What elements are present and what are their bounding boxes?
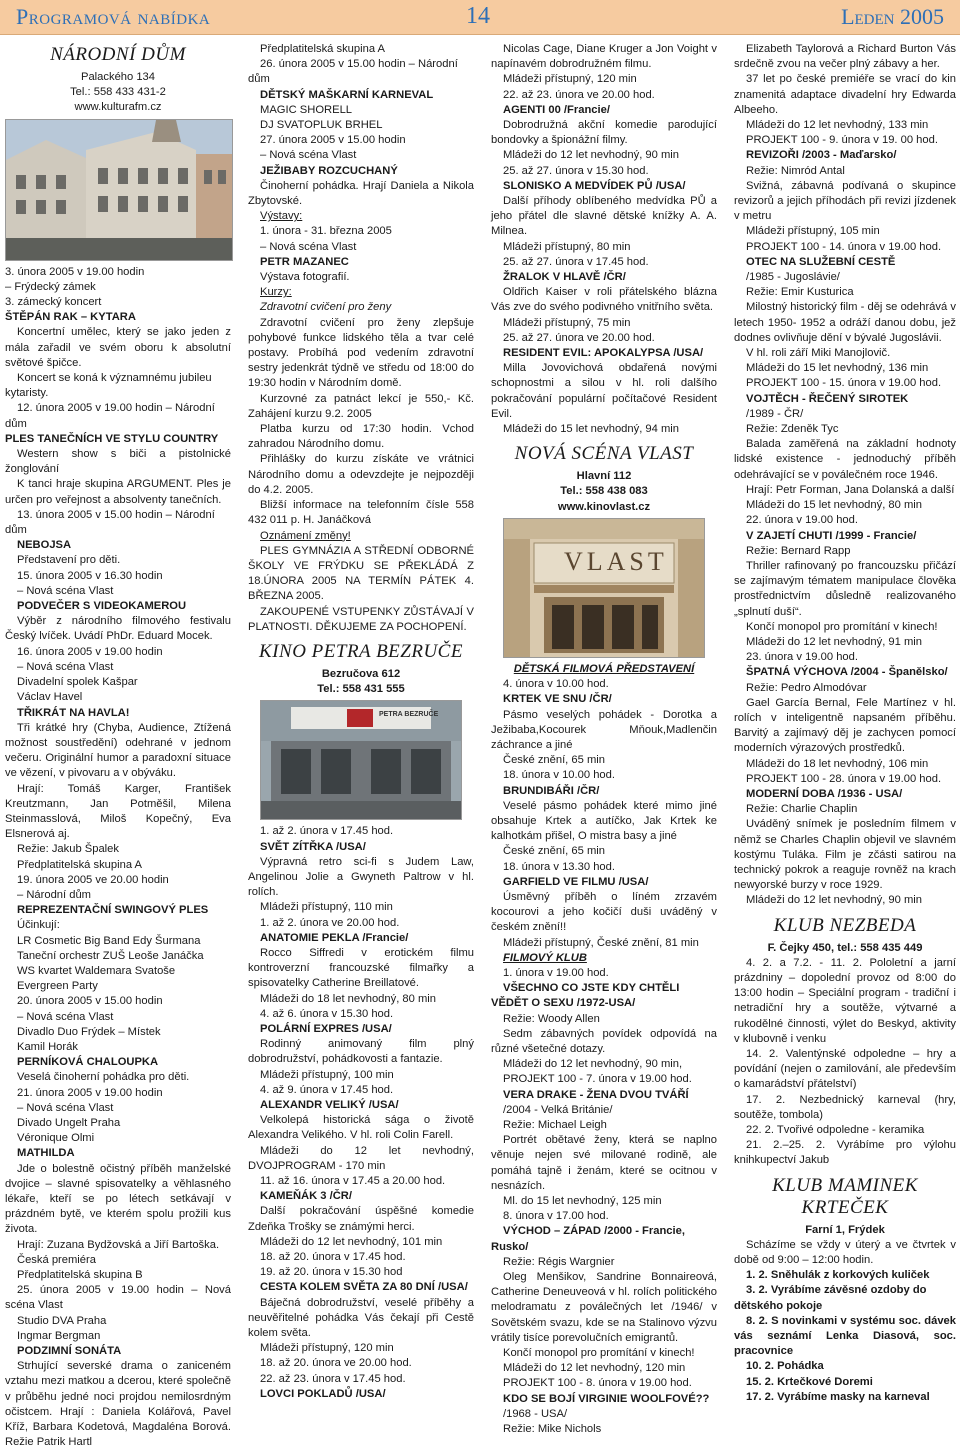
event-author: Véronique Olmi [17, 1132, 95, 1145]
film-director: Režie: Michael Leigh [503, 1118, 607, 1131]
film-description: Dobrodružná akční komedie parodující bondovky a špionážní filmy. [491, 119, 717, 147]
event-title: PODVEČER S VIDEOKAMEROU [17, 600, 187, 613]
event-title: PERNÍKOVÁ CHALOUPKA [17, 1056, 159, 1069]
film-note: Končí monopol pro promítání v kinech! [503, 1347, 695, 1360]
section-title: Programová nabídka [16, 4, 211, 29]
event-title: 3. zámecký koncert [5, 296, 102, 309]
event-description: Tři krátké hry (Chyba, Audience, Ztížená možnost soustředění) odehrané v jednom večeru. Originální humor a paradoxní situace ve vězení, v pivovaru a v obýváku. [5, 721, 231, 780]
venue-tel: Tel.: 558 431 555 [317, 683, 405, 696]
film-description: Svižná, zábavná podívaná o skupince revizorů a jejich příhodách při revizi jízdenek v metru [734, 179, 956, 223]
event-date: 27. února 2005 v 15.00 hodin [260, 134, 406, 147]
film-title: SVĚT ZÍTŘKA /USA/ [260, 840, 366, 853]
event-title: ŠTĚPÁN RAK – KYTARA [5, 311, 136, 324]
event-description: Veselá činoherní pohádka pro děti. [17, 1071, 190, 1084]
event-description: Western show s biči a pistolnické žonglování [5, 448, 231, 476]
event-date: 16. února 2005 v 19.00 hodin [17, 645, 163, 658]
film-description: Milostný historický film - děj se odehrává v letech 1950- 1952 a odráží danou dobu, jež dodnes ovlivňuje dění v bývalé Jugoslávii. [734, 301, 956, 344]
film-director: Režie: Régis Wargnier [503, 1255, 615, 1268]
film-rating: Mládeži přístupný, České znění, 81 min [503, 936, 699, 949]
event-description: Koncert se koná k významnému jubileu kytaristy. [5, 372, 212, 400]
narodni-dum-photo [5, 119, 233, 261]
film-rating: Mládeži do 18 let nevhodný, 80 min [260, 992, 437, 1005]
event-subscription: Předplatitelská skupina A [260, 43, 386, 55]
column-3 [491, 42, 717, 1436]
film-title: REVIZOŘI /2003 - Maďarsko/ [746, 149, 897, 162]
film-description: Thriller rafinovaný po francouzsku přičází se zajímavým tématem manipulace člověka prostřednictvím důsledně realizovaného „splnutí duší“. [734, 559, 956, 618]
film-title: VŠECHNO CO JSTE KDY CHTĚLI VĚDĚT O SEXU /1972-USA/ [491, 982, 680, 1010]
film-description: Rodinný animovaný film plný dobrodružství, pohádkovosti a fantazie. [248, 1038, 474, 1066]
film-title: V ZAJETÍ CHUTI /1999 - Francie/ [746, 529, 917, 542]
venue-address: Palackého 134 [80, 71, 156, 83]
film-rating: Mládeži přístupný, 120 min [260, 1342, 394, 1355]
event-date: 19. února 2005 ve 20.00 hodin [17, 873, 169, 886]
film-rating: Mládeži přístupný, 110 min [260, 901, 393, 914]
film-date: 18. až 20. února v 17.45 hod. [260, 1251, 406, 1264]
film-date: 22. až 23. února ve 20.00 hod. [503, 88, 655, 101]
film-date: PROJEKT 100 - 28. února v 19.00 hod. [746, 772, 942, 785]
event-date: 21. února 2005 v 19.00 hodin [17, 1086, 163, 1099]
course-description: Zdravotní cvičení pro ženy zlepšuje pohybové funkce lidského těla a tvar celé postavy. Probíhá pod vedením zdravotní sestry jedenkrát týdně ve středu od 18:00 do 19:30 hodin v Národním domě. [248, 316, 474, 390]
film-director: Režie: Emir Kusturica [746, 286, 854, 299]
film-description: Portrét obětavé ženy, která se naplno věnuje nejen své milované rodině, ale pomáhá tajně i ženám, které se ocitnou v nesnázích. [491, 1134, 717, 1192]
venue-web: www.kulturafm.cz [74, 101, 162, 114]
event-company: Studio DVA Praha [17, 1314, 107, 1327]
film-title: ALEXANDR VELIKÝ /USA/ [260, 1098, 399, 1111]
venue-address: F. Čejky 450, tel.: 558 435 449 [767, 941, 923, 954]
film-title: OTEC NA SLUŽEBNÍ CESTĚ [746, 255, 896, 268]
club-event: 3. 2. Vyrábíme závěsné ozdoby do dětského pokoje [734, 1284, 927, 1312]
venue-address: Bezručova 612 [321, 667, 401, 680]
club-event: 17. 2. Vyrábíme masky na karneval [746, 1390, 930, 1403]
event-title: TŘIKRÁT NA HAVLA! [17, 706, 130, 719]
film-rating: Ml. do 15 let nevhodný, 125 min [503, 1195, 662, 1207]
film-rating: Mládeži přístupný, 120 min [503, 73, 637, 86]
course-payment: Platba kurzu od 17:30 hodin. Vchod zahradou Národního domu. [248, 423, 474, 451]
event-author: Ingmar Bergman [17, 1329, 101, 1342]
event-venue: – Národní dům [17, 888, 92, 901]
film-description: Báječná dobrodružství, veselé příběhy a neuvěřitelné pohádka Vás čekají při Cestě kolem světa. [248, 1296, 474, 1340]
film-note: Končí monopol pro promítání v kinech! [746, 620, 938, 633]
film-date: 4. až 9. února v 17.45 hod. [260, 1083, 394, 1096]
notice-text: ZAKOUPENÉ VSTUPENKY ZŮSTÁVAJÍ V PLATNOSTI. DĚKUJEME ZA POCHOPENÍ. [248, 605, 474, 633]
venue-title-nova-scena-vlast: NOVÁ SCÉNA VLAST [514, 443, 694, 465]
event-title: PLES TANEČNÍCH VE STYLU COUNTRY [5, 432, 219, 445]
venue-tel: Tel.: 558 438 083 [560, 485, 648, 498]
film-description: Elizabeth Taylorová a Richard Burton Vás srdečně zvou na večer plný zábavy a her. [734, 43, 956, 71]
event-title: PODZIMNÍ SONÁTA [17, 1345, 122, 1358]
club-event: 8. 2. S novinkami v systému soc. dávek vás seznámí Lenka Diasová, soc. pracovnice [734, 1314, 956, 1358]
film-rating: Mládeži přístupný, 80 min [503, 240, 631, 253]
kino-sign-text: PETRA BEZRUČE [379, 711, 439, 719]
event-description: Činoherní pohádka. Hrají Daniela a Nikola Zbytovské. [248, 179, 474, 208]
film-date: 25. až 27. února v 15.30 hod. [503, 164, 649, 177]
film-title: AGENTI 00 /Francie/ [503, 103, 610, 116]
club-event: 10. 2. Pohádka [746, 1360, 824, 1373]
film-date: 18. až 20. února ve 20.00 hod. [260, 1357, 412, 1370]
film-origin: /1989 - ČR/ [746, 407, 804, 420]
event-description: Výstava fotografií. [260, 271, 350, 284]
film-rating: Mládeži do 12 let nevhodný, 90 min [746, 894, 923, 907]
film-rating: Mládeži do 15 let nevhodný, 80 min [746, 499, 923, 512]
club-event: 17. 2. Nezbednický karneval (hry, soutěže, tombola) [734, 1093, 956, 1121]
film-director: Režie: Nimród Antal [746, 164, 845, 177]
film-title: ANATOMIE PEKLA /Francie/ [260, 931, 409, 944]
film-title: LOVCI POKLADŮ /USA/ [260, 1387, 386, 1400]
film-title: MODERNÍ DOBA /1936 - USA/ [746, 787, 903, 800]
course-title: Zdravotní cvičení pro ženy [260, 301, 392, 314]
event-title: REPREZENTAČNÍ SWINGOVÝ PLES [17, 904, 209, 917]
film-date: PROJEKT 100 - 15. února v 19.00 hod. [746, 377, 942, 390]
film-date: 1. až 2. února ve 20.00 hod. [260, 916, 400, 929]
event-venue: – Nová scéna Vlast [17, 660, 114, 673]
event-performer: DJ SVATOPLUK BRHEL [260, 119, 383, 132]
film-cast: V hl. roli září Miki Manojlovič. [746, 347, 891, 360]
film-date: 25. až 27. února ve 20.00 hod. [503, 331, 655, 344]
film-director: Režie: Charlie Chaplin [746, 803, 858, 816]
club-event: 1. 2. Sněhulák z korkových kuliček [746, 1269, 930, 1282]
film-title: SLONISKO A MEDVÍDEK PŮ /USA/ [503, 179, 686, 192]
event-description: Výběr z národního filmového festivalu Český lvíček. Uvádí PhDr. Eduard Mocek. [5, 615, 231, 643]
film-title: CESTA KOLEM SVĚTA ZA 80 DNÍ /USA/ [260, 1281, 468, 1294]
film-date: 22. až 23. února v 17.45 hod. [260, 1372, 406, 1385]
event-title: NEBOJSA [17, 539, 72, 552]
film-description: Gael García Bernal, Fele Martínez v hl. rolích v inteligentně napsaném příběhu. Barvitý a zajímavý děj je zachycen pomocí moderních výrazových prostředků. [734, 696, 956, 755]
event-venue: – Nová scéna Vlast [17, 1101, 114, 1114]
event-date: 15. února 2005 v 16.30 hodin [17, 569, 163, 582]
film-rating: Mládeži přístupný, 105 min [746, 225, 880, 238]
event-note: Česká premiéra [17, 1253, 96, 1266]
event-performer: Evergreen Party [17, 980, 98, 993]
event-subscription: Předplatitelská skupina B [17, 1269, 143, 1282]
section-label-exhibitions: Výstavy: [260, 210, 303, 223]
club-event: 21. 2.–25. 2. Vyrábíme pro výlohu knihkupectví Jakub [734, 1139, 956, 1167]
event-date: 25. února 2005 v 19.00 hodin – Nová scéna Vlast [5, 1284, 231, 1312]
event-venue: – Nová scéna Vlast [17, 584, 114, 597]
event-description: Účinkují: [17, 919, 60, 932]
venue-web: www.kinovlast.cz [557, 500, 651, 513]
event-author: Kamil Horák [17, 1040, 78, 1053]
film-title: VÝCHOD – ZÁPAD /2000 - Francie, Rusko/ [491, 1225, 685, 1253]
event-date: 20. února 2005 v 15.00 hodin [17, 995, 163, 1008]
event-description: Koncertní umělec, který se jako jeden z mála zařadil ve svém oboru k absolutní světové špičce. [5, 326, 231, 369]
film-rating: Mládeži do 12 let nevhodný, 120 min [503, 1362, 686, 1375]
venue-title-klub-maminek-krtecek: KLUB MAMINEK KRTEČEK [772, 1174, 918, 1218]
venue-address: Hlavní 112 [576, 470, 632, 483]
film-date: 4. až 6. února v 15.30 hod. [260, 1007, 394, 1020]
film-date: 25. až 27. února v 17.45 hod. [503, 255, 649, 268]
event-director: Režie: Jakub Špalek [17, 843, 119, 856]
venue-address: Farní 1, Frýdek [805, 1223, 885, 1236]
film-rating: Mládeži do 12 let nevhodný, 90 min, [503, 1058, 683, 1071]
event-venue: – Nová scéna Vlast [260, 240, 357, 253]
event-description: Představení pro děti. [17, 554, 121, 567]
film-date: 23. února v 19.00 hod. [746, 651, 858, 664]
club-event: 4. 2. a 7.2. - 11. 2. Pololetní a jarní prázdniny – dopolední provoz od 8:00 do 13:00 hodin – Speciální program - tradiční i netradiční hry a soutěže, výtvarné a rukodělné činnosti, výlet do Beskyd, aktivity v klubovně i venku [734, 956, 956, 1045]
film-date: PROJEKT 100 - 14. února v 19.00 hod. [746, 240, 942, 253]
film-rating: Mládeži přístupný, 100 min [260, 1068, 394, 1081]
film-rating: Mládeži do 12 let nevhodný, 90 min [503, 149, 680, 162]
film-rating: Mládeži přístupný, 75 min [503, 316, 631, 329]
event-venue: – Nová scéna Vlast [17, 1010, 114, 1023]
film-description: Balada zaměřená na základní hodnoty lidské existence - jednoduchý příběh odehrávající se v poválečném roce 1946. [734, 438, 956, 481]
film-date: 11. až 16. února v 17.45 a 20.00 hod. [260, 1175, 446, 1187]
film-description: Nicolas Cage, Diane Kruger a Jon Voight v napínavém dobrodružném filmu. [491, 43, 717, 71]
film-date: 1. února v 19.00 hod. [503, 966, 609, 979]
event-cast: Hrají: Tomáš Karger, František Kreutzmann, Jan Potměšil, Milena Steinmasslová, Miloš Kopečný, Eva Elsnerová aj. [5, 782, 231, 841]
column-2 [248, 42, 474, 1400]
film-description: Sedm zábavných povídek odpovídá na různé všetečné dotazy. [491, 1027, 717, 1055]
film-title: KDO SE BOJÍ VIRGINIE WOOLFOVÉ?? [503, 1392, 710, 1405]
film-description: Výpravná retro sci-fi s Judem Law, Angelinou Jolie a Gwyneth Paltrow v hl. rolích. [248, 855, 474, 899]
film-title: RESIDENT EVIL: APOKALYPSA /USA/ [503, 347, 704, 360]
event-company: Divadlo Duo Frýdek – Místek [17, 1025, 161, 1038]
film-description: Další příhody oblíbeného medvídka PŮ a jeho přátel dle slavné dětské knížky A. A. Milnea. [491, 195, 717, 238]
film-director: Režie: Bernard Rapp [746, 544, 851, 557]
film-date: 22. února v 19.00 hod. [746, 514, 858, 527]
column-4 [734, 42, 956, 1403]
film-description: Úsměvný příběh o líném zrzavém kocourovi a jeho kočičí duši uváděný v českém znění!! [491, 890, 717, 934]
film-description: Velkolepá historická sága o životě Alexandra Velikého. V hl. roli Colin Farell. [248, 1114, 474, 1142]
film-description: Milla Jovovichová obdařená novými schopnostmi a silou v hl. roli dalšího pokračování populární počítačové Resident Evil. [491, 362, 717, 420]
event-date: 26. února 2005 v 15.00 hodin – Národní dům [248, 58, 458, 86]
film-rating: Mládeži do 12 let nevhodný, DVOJPROGRAM - 170 min [248, 1144, 474, 1172]
notice-label: Oznámení změny! [260, 529, 351, 542]
film-rating: Mládeži do 18 let nevhodný, 106 min [746, 757, 929, 770]
film-title: GARFIELD VE FILMU /USA/ [503, 875, 649, 888]
film-title: KAMEŇÁK 3 /ČR/ [260, 1190, 352, 1203]
vlast-photo [503, 518, 705, 658]
film-rating: České znění, 65 min [503, 754, 605, 767]
event-title: PETR MAZANEC [260, 255, 349, 268]
venue-title-narodni-dum: NÁRODNÍ DŮM [50, 44, 186, 65]
event-date: 1. února - 31. března 2005 [260, 225, 392, 238]
event-cast: Hrají: Zuzana Bydžovská a Jiří Bartoška. [17, 1238, 220, 1251]
film-date: 18. února v 13.30 hod. [503, 860, 615, 873]
film-date: PROJEKT 100 - 7. února v 19.00 hod. [503, 1073, 692, 1086]
film-title: VOJTĚCH - ŘEČENÝ SIROTEK [746, 392, 909, 405]
film-date: 18. února v 10.00 hod. [503, 769, 615, 782]
event-date: 13. února 2005 v 15.00 hodin – Národní dům [5, 508, 215, 537]
film-title: BRUNDIBÁŘI /ČR/ [503, 784, 600, 797]
film-description: Uváděný snímek je posledním filmem v němž se Charles Chaplin objevil ve slavném kostýmu Tuláka. Film je zčásti satirou na technický pokrok a reaguje rovněž na krach newyorské burzy v roce 1929. [734, 818, 956, 892]
section-label-film-club: FILMOVÝ KLUB [503, 951, 587, 964]
film-rating: Mládeži do 12 let nevhodný, 101 min [260, 1235, 443, 1248]
film-description: 37 let po české premiéře se vrací do kin znamenitá adaptace divadelní hry Edwarda Albeeho. [734, 73, 956, 116]
venue-title-klub-nezbeda: KLUB NEZBEDA [773, 914, 917, 936]
event-description: K tanci hraje skupina ARGUMENT. Ples je určen pro veřejnost a absolventy tanečních. [5, 478, 231, 506]
film-description: Oldřich Kaiser v roli přátelského blázna Vás zve do svého podivného vnitřního světa. [491, 286, 717, 314]
page-number: 14 [466, 3, 490, 29]
film-rating: Mládeži do 12 let nevhodný, 91 min [746, 635, 923, 648]
film-director: Režie: Mike Nichols [503, 1423, 602, 1436]
event-performer: WS kvartet Waldemara Svatoše [17, 964, 176, 977]
event-subscription: Předplatitelská skupina A [17, 858, 143, 871]
club-event: 14. 2. Valentýnské odpoledne – hry a povídání (nejen o zamilování, ale především o kamarádství přátelství) [734, 1048, 956, 1091]
kino-photo [260, 700, 462, 820]
film-date: 8. února v 17.00 hod. [503, 1210, 609, 1223]
event-company: Divadelní spolek Kašpar [17, 676, 138, 689]
event-performer: LR Cosmetic Big Band Edy Šurmana [17, 934, 201, 947]
film-title: VERA DRAKE - ŽENA DVOU TVÁŘÍ [503, 1088, 689, 1101]
venue-tel: Tel.: 558 433 431-2 [70, 86, 166, 99]
event-author: Václav Havel [17, 691, 83, 704]
event-title: MATHILDA [17, 1147, 75, 1160]
event-description: Jde o bolestně očistný příběh manželské dvojice – slavné spisovatelky a věhlasného lékaře, kteří se po létech setkávají v prázdném bytě, ve kterém spolu prožili kus života. [5, 1162, 231, 1236]
film-title: ŽRALOK V HLAVĚ /ČR/ [503, 271, 626, 284]
event-title: JEŽIBABY ROZCUCHANÝ [260, 164, 398, 177]
event-title: DĚTSKÝ MAŠKARNÍ KARNEVAL [260, 88, 434, 101]
vlast-sign-text: VLAST [564, 546, 668, 576]
issue-date: Leden 2005 [841, 4, 944, 29]
film-title: KRTEK VE SNU /ČR/ [503, 693, 612, 706]
film-description: Pásmo veselých pohádek - Dorotka a Ježibaba,Kocourek Mňouk,Madlenčin záchrance a jiné [491, 708, 717, 751]
event-performer: Taneční orchestr ZUŠ Leoše Janáčka [17, 949, 204, 962]
column-1 [5, 42, 231, 1449]
film-date: 19. až 20. února v 15.30 hod [260, 1266, 403, 1279]
film-date: PROJEKT 100 - 8. února v 19.00 hod. [503, 1377, 692, 1390]
film-description: Další pokračování úspěšné komedie Zdeňka Trošky se známými herci. [248, 1205, 474, 1233]
film-origin: /2004 - Velká Británie/ [503, 1103, 613, 1116]
film-cast: Hrají: Petr Forman, Jana Dolanská a další [746, 483, 955, 496]
film-origin: /1985 - Jugoslávie/ [746, 271, 840, 284]
film-rating: České znění, 65 min [503, 845, 605, 858]
section-label-children: DĚTSKÁ FILMOVÁ PŘEDSTAVENÍ [513, 662, 695, 675]
club-event: 22. 2. Tvořivé odpoledne - keramika [746, 1124, 925, 1137]
section-label-courses: Kurzy: [260, 286, 292, 299]
page-header [0, 0, 960, 35]
film-title: ŠPATNÁ VÝCHOVA /2004 - Španělsko/ [746, 666, 948, 679]
film-rating: Mládeži do 15 let nevhodný, 94 min [503, 423, 680, 436]
film-rating: Mládeži do 12 let nevhodný, 133 min [746, 119, 929, 132]
film-date: PROJEKT 100 - 9. února v 19. 00 hod. [746, 134, 938, 147]
club-schedule: Scházíme se vždy v úterý a ve čtvrtek v době od 9:00 – 12:00 hodin. [734, 1238, 956, 1267]
film-title: POLÁRNÍ EXPRES /USA/ [260, 1022, 392, 1035]
event-performer: MAGIC SHORELL [260, 103, 353, 116]
film-description: Veselé pásmo pohádek které mimo jiné obsahuje Krtek a autíčko, Jak Krtek ke kalhotkám přišel, O mistra basy a jiné [491, 799, 717, 843]
film-rating: Mládeži do 15 let nevhodný, 136 min [746, 362, 929, 375]
venue-title-kino-petra-bezruce: KINO PETRA BEZRUČE [259, 640, 463, 662]
event-venue: – Nová scéna Vlast [260, 149, 357, 162]
course-fee: Kurzovné za patnáct lekcí je 550,- Kč. Zahájení kurzu 9.2. 2005 [248, 392, 474, 420]
film-date: 4. února v 10.00 hod. [503, 678, 609, 691]
film-description: Rocco Siffredi v erotickém filmu kontroverzní francouzské filmařky a spisovatelky Catherine Breillatové. [248, 946, 474, 990]
club-event: 15. 2. Krtečkové Doremi [746, 1375, 873, 1388]
notice-text: PLES GYMNÁZIA A STŘEDNÍ ODBORNÉ ŠKOLY VE FRÝDKU SE PŘEKLÁDÁ Z 18.ÚNORA 2005 NA TERMÍN PÁTEK 4. BŘEZNA 2005. [248, 544, 474, 603]
film-origin: /1968 - USA/ [503, 1407, 568, 1420]
event-venue: – Frýdecký zámek [5, 280, 96, 293]
film-director: Režie: Woody Allen [503, 1012, 600, 1025]
event-date: 3. února 2005 v 19.00 hodin [5, 265, 145, 278]
film-description: Oleg Menšikov, Sandrine Bonnaireová, Catherine Deneuveová v hl. rolích politického melodramatu z poválečných let /1946/ v Sovětském svazu, kde se na Stalinovo výzvu vrátily tisíce porevolučních emigrantů. [491, 1271, 717, 1344]
course-registration: Přihlášky do kurzu získáte ve vrátnici Národního domu a odevzdejte je nejpozději do 4.2. 2005. [248, 453, 474, 496]
film-director: Režie: Pedro Almodóvar [746, 681, 867, 694]
course-contact: Bližší informace na telefonním čísle 558 432 011 p. H. Janáčková [248, 499, 474, 527]
event-company: Divado Ungelt Praha [17, 1116, 121, 1129]
film-date: 1. až 2. února v 17.45 hod. [260, 825, 394, 838]
film-director: Režie: Zdeněk Tyc [746, 423, 839, 436]
event-description: Strhující severské drama o zaniceném vztahu mezi matkou a dcerou, které společně v průběhu jedné noci projdou nemilosrdným očistcem. Hrají : Daniela Kolářová, Pavel Kříž, Barbara Kodetová, Magdaléna Borová. Režie Patrik Hartl [5, 1360, 231, 1449]
event-date: 12. února 2005 v 19.00 hodin – Národní dům [5, 402, 215, 430]
